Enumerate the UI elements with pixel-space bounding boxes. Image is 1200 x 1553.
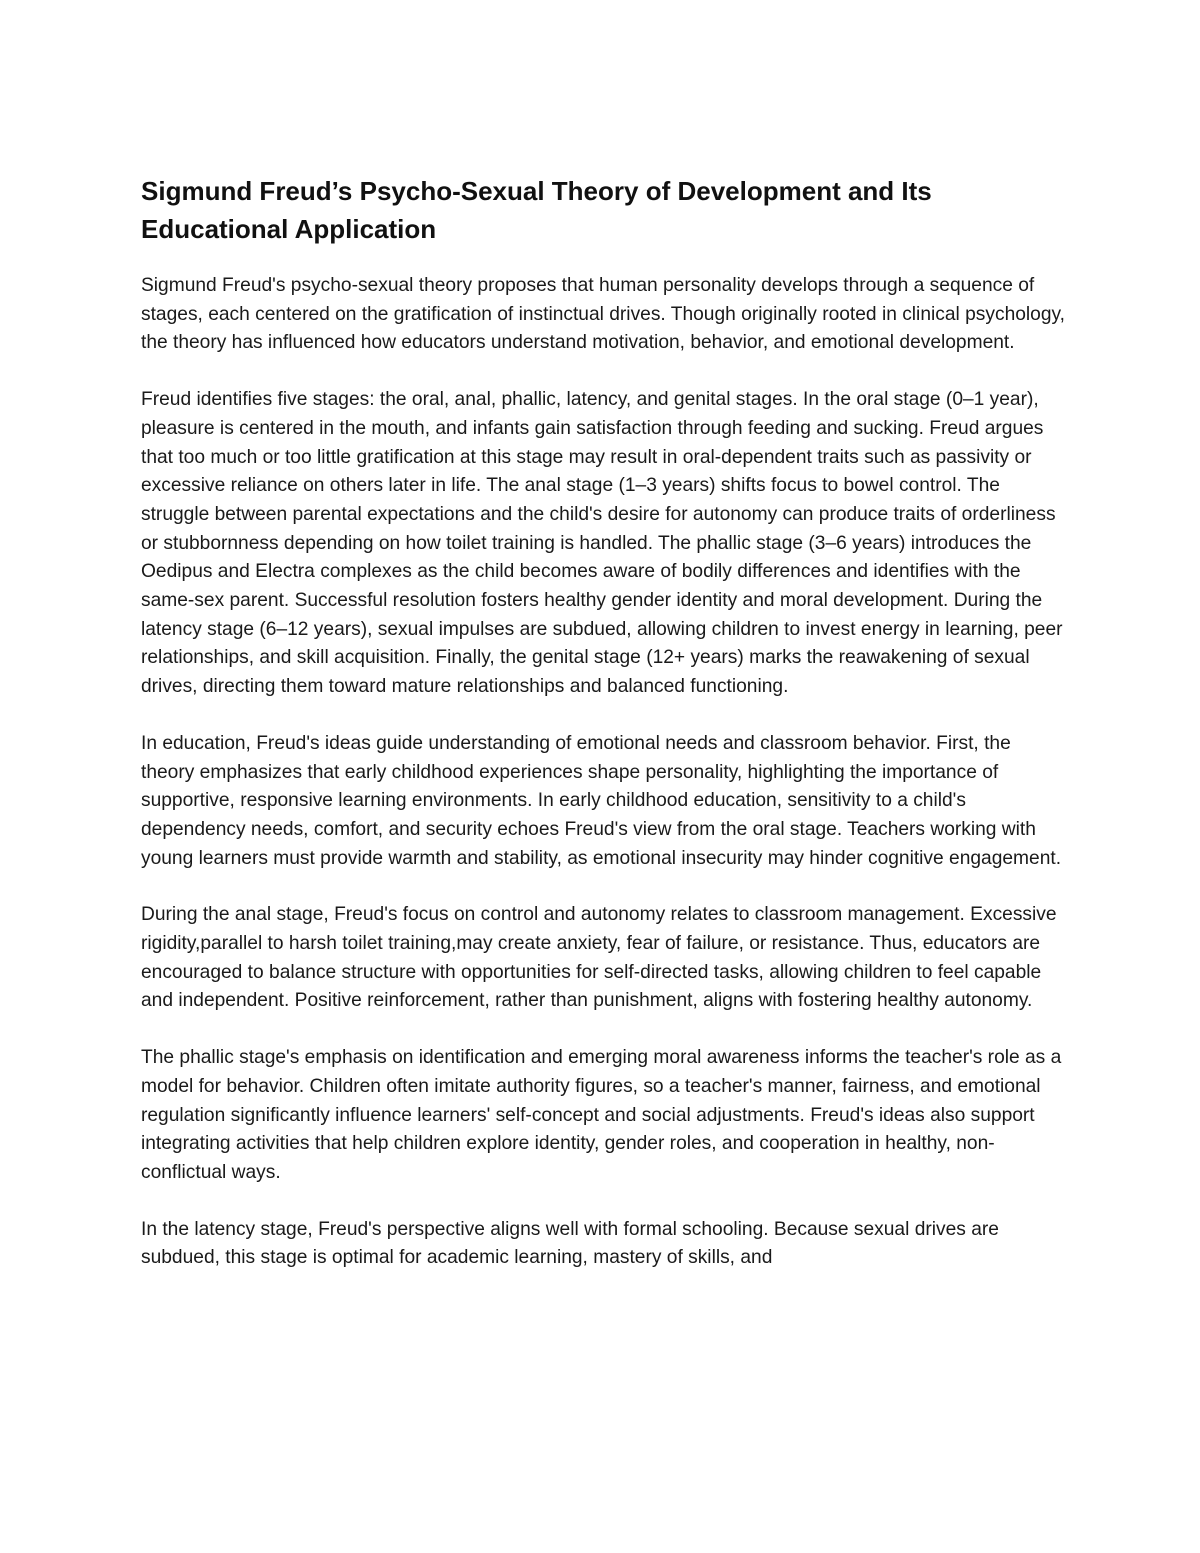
paragraph-anal-stage-classroom: During the anal stage, Freud's focus on control and autonomy relates to classroom management. Excessive rigidity,parallel to harsh toilet training,may create anxiety, fear of failure, or resistance. Thus, educators are encouraged to balance structure with opportunities for self-directed tasks, allowing children to feel capable and independent. Positive reinforcement, rather than punishment, aligns with fostering healthy autonomy. — [141, 904, 1057, 1012]
paragraph-latency-stage: In the latency stage, Freud's perspective aligns well with formal schooling. Because sexual drives are subdued, this stage is optimal for academic learning, mastery of skills, and — [141, 1218, 999, 1269]
document-title: Sigmund Freud’s Psycho-Sexual Theory of Development and Its Educational Application — [141, 176, 932, 244]
paragraph-introduction: Sigmund Freud's psycho-sexual theory proposes that human personality develops through a sequence of stages, each centered on the gratification of instinctual drives. Though originally rooted in clinical psychology, the theory has influenced how educators understand motivation, behavior, and emotional development. — [141, 275, 1066, 354]
paragraph-five-stages: Freud identifies five stages: the oral, anal, phallic, latency, and genital stages. In the oral stage (0–1 year), pleasure is centered in the mouth, and infants gain satisfaction through feeding and sucking. Freud argues that too much or too little gratification at this stage may result in oral-dependent traits such as passivity or excessive reliance on others later in life. The anal stage (1–3 years) shifts focus to bowel control. The struggle between parental expectations and the child's desire for autonomy can produce traits of orderliness or stubbornness depending on how toilet training is handled. The phallic stage (3–6 years) introduces the Oedipus and Electra complexes as the child becomes aware of bodily differences and identifies with the same-sex parent. Successful resolution fosters healthy gender identity and moral development. During the latency stage (6–12 years), sexual impulses are subdued, allowing children to invest energy in learning, peer relationships, and skill acquisition. Finally, the genital stage (12+ years) marks the reawakening of sexual drives, directing them toward mature relationships and balanced functioning. — [141, 389, 1063, 698]
document-body — [141, 172, 1066, 1301]
paragraph-phallic-stage-teacher: The phallic stage's emphasis on identification and emerging moral awareness informs the teacher's role as a model for behavior. Children often imitate authority figures, so a teacher's manner, fairness, and emotional regulation significantly influence learners' self-concept and social adjustments. Freud's ideas also support integrating activities that help children explore identity, gender roles, and cooperation in healthy, non-conflictual ways. — [141, 1047, 1062, 1183]
paragraph-education-oral-stage: In education, Freud's ideas guide understanding of emotional needs and classroom behavior. First, the theory emphasizes that early childhood experiences shape personality, highlighting the importance of supportive, responsive learning environments. In early childhood education, sensitivity to a child's dependency needs, comfort, and security echoes Freud's view from the oral stage. Teachers working with young learners must provide warmth and stability, as emotional insecurity may hinder cognitive engagement. — [141, 732, 1062, 869]
